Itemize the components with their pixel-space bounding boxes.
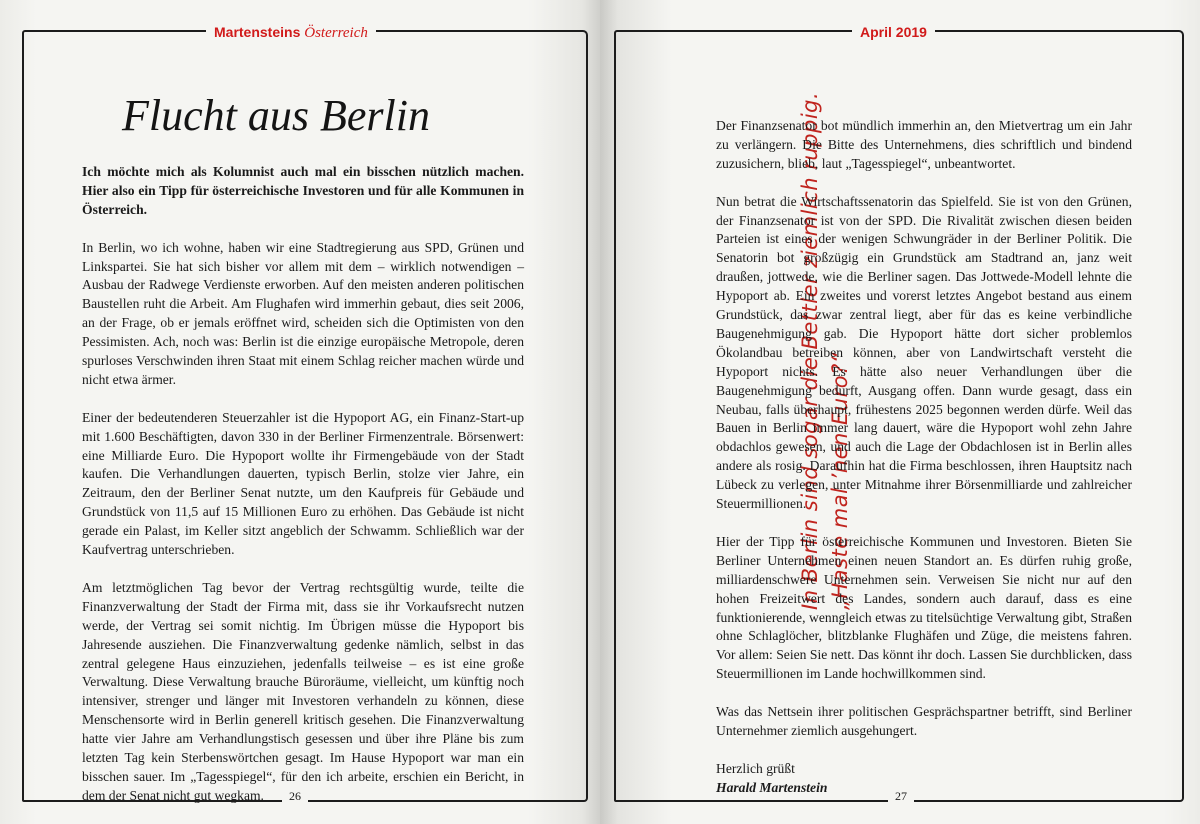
column-header-suffix: Österreich (304, 25, 368, 41)
page-number-right: 27 (888, 787, 914, 805)
issue-date-header: April 2019 (852, 21, 935, 43)
handwritten-note-line-1: In Berlin sind sogar die Bettler ziemlich ruppig. (798, 91, 822, 610)
closing-greeting: Herzlich grüßt (716, 760, 795, 776)
left-column-text (82, 163, 524, 806)
article-title: Flucht aus Berlin (122, 91, 430, 140)
body-paragraph: Hier der Tipp für österreichische Kommunen und Investoren. Bieten Sie Berliner Unternehmen einen neuen Standort an. Es dürfen ruhig große, milliardenschwere Unternehmen sein. Verweisen Sie nicht nur auf den hohen Freizeitwert des Landes, sondern auch darauf, dass es eine funktionierende, wenngleich etwas zu titelsüchtige Verwaltung gibt, Straßen ohne Schlaglöcher, blitzblanke Flughäfen und Züge, die meistens fahren. Vor allem: Seien Sie nett. Das könnt ihr doch. Lassen Sie durchblicken, dass Steuermillionen im Lande hochwillkommen sind. (716, 533, 1132, 682)
column-header (206, 21, 376, 43)
body-paragraph: Der Finanzsenator bot mündlich immerhin an, den Mietvertrag um ein Jahr zu verlängern. Die Bitte des Unternehmens, dies schriftlich und bindend zuzusichern, blieb, laut „Tagesspiegel“, unbeantwortet. (716, 118, 1132, 171)
right-column-text (716, 117, 1132, 798)
column-header-prefix: Martensteins (214, 24, 301, 40)
handwritten-note-line-2: „Haste mal ’nen Euro?“ (828, 351, 852, 610)
body-paragraph: Nun betrat die Wirtschaftssenatorin das Spielfeld. Sie ist von den Grünen, der Finanzsenator ist von der SPD. Die Rivalität zwischen diesen beiden Parteien ist eines der wenigen Schwungräder in der Berliner Politik. Die Senatorin bot großzügig ein Grundstück am Stadtrand an, janz weit draußen, jottwede, wie die Berliner sagen. Das Jottwede-Modell lehnte die Hypoport ab. Ein zweites und vorerst letztes Angebot bestand aus einem Grundstück, das zwar zentral liegt, aber für das es keine verbindliche Baugenehmigung gab. Die Hypoport hätte dort sicher problemlos Ökolandbau betreiben können, aber von Landwirtschaft versteht die Hypoport nichts. Es hätte also neuer Verhandlungen über die Baugenehmigung bedurft, Ausgang offen. Dann wurde gesagt, dass ein Neubau, falls überhaupt, frühestens 2025 begonnen werden dürfe. Weil das Bauen in Berlin immer lang dauert, wäre die Hypoport wohl zehn Jahre obdachlos gewesen, und auch die Lage der Obdachlosen ist in Berlin alles andere als rosig. Daraufhin hat die Firma beschlossen, ihren Hauptsitz nach Lübeck zu verlegen, unter Mitnahme ihrer Börsenmilliarde und zahlreicher Steuermillionen. (716, 193, 1132, 512)
body-paragraph: Was das Nettsein ihrer politischen Gesprächspartner betrifft, sind Berliner Unternehmer ziemlich ausgehungert. (716, 704, 1132, 738)
right-page (600, 0, 1200, 824)
body-paragraph: Einer der bedeutenderen Steuerzahler ist die Hypoport AG, ein Finanz-Start-up mit 1.600 Beschäftigten, davon 330 in der Berliner Firmenzentrale. Börsenwert: eine Milliarde Euro. Die Hypoport wollte ihr Firmengebäude von der Stadt kaufen. Die Verhandlungen dauerten, typisch Berlin, stolze vier Jahre, ein Zeitraum, den der Berliner Senat nutzte, um den Kaufpreis für Gebäude und Grundstück von 11,5 auf 15 Millionen Euro zu erhöhen. Das Gebäude ist nicht gerade ein Palast, im Keller sitzt angeblich der Schwamm. Schließlich war der Kaufvertrag unterschrieben. (82, 409, 524, 558)
body-paragraph: In Berlin, wo ich wohne, haben wir eine Stadtregierung aus SPD, Grünen und Linkspartei. Sie hat sich bisher vor allem mit dem – wirklich notwendigen – Ausbau der Radwege Verdienste erworben. Auf den meisten anderen politischen Baustellen ruht die Arbeit. Am Flughafen wird immerhin gebaut, dies seit 2006, an der Frage, ob er jemals eröffnet wird, scheiden sich die Optimisten von den Pessimisten. Ach, noch was: Berlin ist die einzige europäische Metropole, deren spurloses Verschwinden ihren Staat mit einem Schlag reicher machen würde und nicht etwa ärmer. (82, 239, 524, 387)
author-signature: Harald Martenstein (716, 779, 828, 795)
body-paragraph: Am letztmöglichen Tag bevor der Vertrag rechtsgültig wurde, teilte die Finanzverwaltung der Stadt der Firma mit, dass sie ihr Vorkaufsrecht nutzen werde, der Vertrag sei somit nichtig. Im Übrigen müsse die Hypoport bis Jahresende ausziehen. Die Finanzverwaltung gedenke nämlich, selbst in das zentral gelegene Haus einzuziehen, jedenfalls teilweise – es ist eine große Verwaltung. Diese Verwaltung brauche Büroräume, vielleicht, um künftig noch intensiver, strenger und länger mit Investoren verhandeln zu können, diese Menschensorte wird in Berlin generell kritisch gesehen. Die Finanzverwaltung hatte vier Jahre am Verhandlungstisch gesessen und über ihre Pläne bis zum letzten Tag kein Sterbenswörtchen gesagt. Im Hause Hypoport war man ein bisschen sauer. Im „Tagesspiegel“, für den ich arbeite, erschien ein Bericht, in dem der Senat nicht gut wegkam. (82, 579, 524, 803)
page-number-left: 26 (282, 787, 308, 805)
lead-paragraph: Ich möchte mich als Kolumnist auch mal ein bisschen nützlich machen. Hier also ein Tipp für österreichische Investoren und für alle Kommunen in Österreich. (82, 164, 524, 217)
